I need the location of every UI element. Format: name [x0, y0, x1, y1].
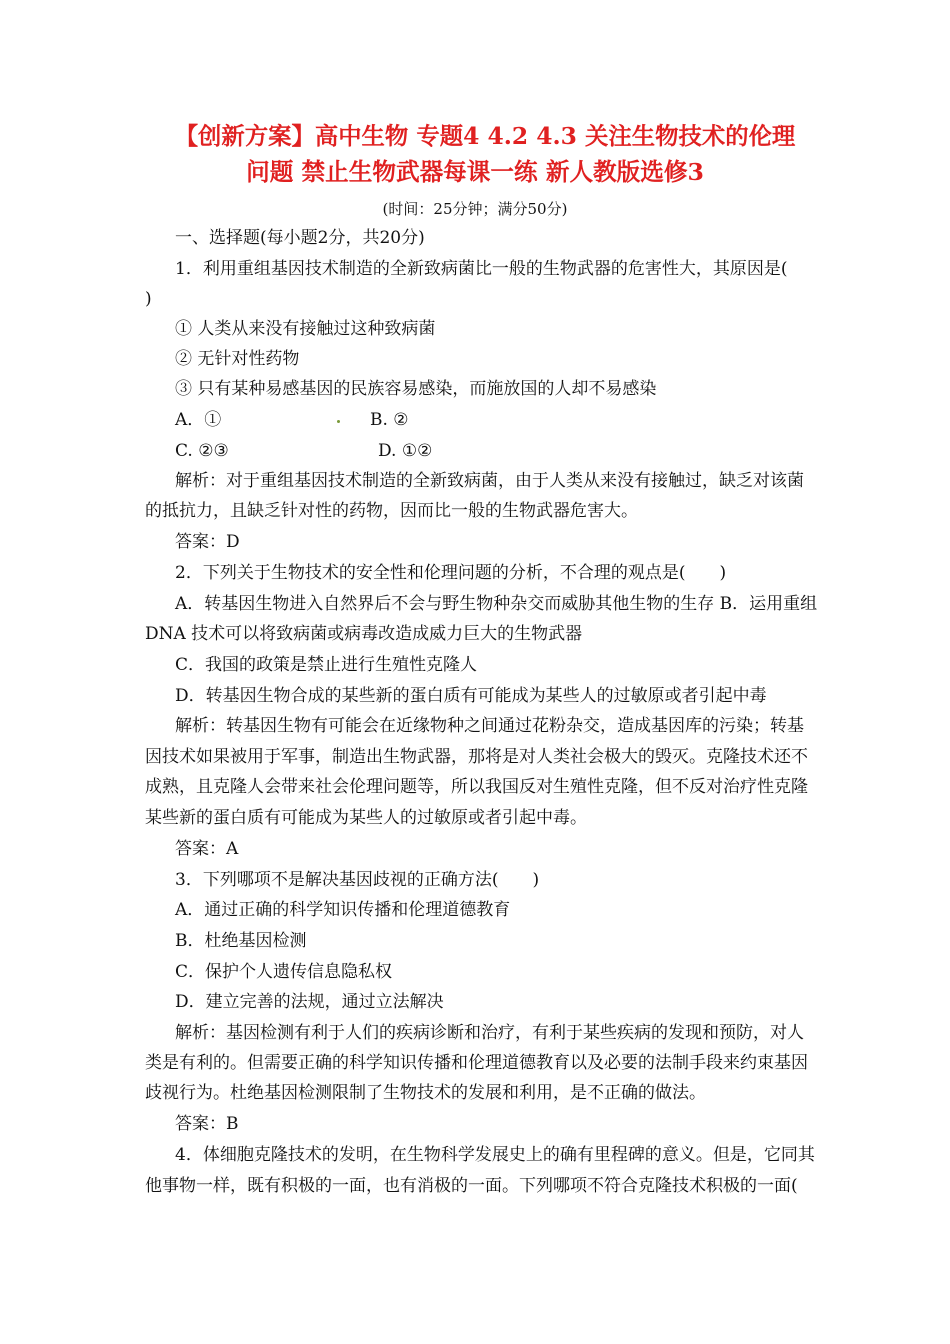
q2-analysis-line-3: 成熟，且克隆人会带来社会伦理问题等，所以我国反对生殖性克隆，但不反对治疗性克隆	[145, 777, 808, 797]
q2-option-a-line-2: DNA 技术可以将致病菌或病毒改造成威力巨大的生物武器	[145, 624, 583, 644]
q1-analysis-line-2: 的抵抗力，且缺乏针对性的药物，因而比一般的生物武器危害大。	[145, 501, 638, 521]
q1-option-c: C. ②③	[175, 441, 229, 461]
document-title-line-1: 【创新方案】高中生物 专题4 4.2 4.3 关注生物技术的伦理	[174, 122, 796, 150]
document-title-line-2: 问题 禁止生物武器每课一练 新人教版选修3	[246, 158, 704, 186]
q1-stem-line-2: )	[145, 289, 152, 309]
q2-stem: 2．下列关于生物技术的安全性和伦理问题的分析，不合理的观点是( )	[175, 563, 727, 583]
q3-option-a: A．通过正确的科学知识传播和伦理道德教育	[175, 900, 511, 920]
q3-answer: 答案：B	[175, 1114, 239, 1134]
q1-analysis-line-1: 解析：对于重组基因技术制造的全新致病菌，由于人类从来没有接触过，缺乏对该菌	[175, 471, 804, 491]
q2-analysis-line-2: 因技术如果被用于军事，制造出生物武器，那将是对人类社会极大的毁灭。克隆技术还不	[145, 747, 808, 767]
q4-stem-line-2: 他事物一样，既有积极的一面，也有消极的一面。下列哪项不符合克隆技术积极的一面(	[145, 1176, 798, 1196]
q2-option-d: D．转基因生物合成的某些新的蛋白质有可能成为某些人的过敏原或者引起中毒	[175, 686, 767, 706]
q4-stem-line-1: 4．体细胞克隆技术的发明，在生物科学发展史上的确有里程碑的意义。但是，它同其	[175, 1145, 815, 1165]
q2-answer: 答案：A	[175, 839, 239, 859]
q3-analysis-line-2: 类是有利的。但需要正确的科学知识传播和伦理道德教育以及必要的法制手段来约束基因	[145, 1053, 808, 1073]
q1-option-b: B. ②	[370, 410, 409, 430]
q1-answer: 答案：D	[175, 532, 240, 552]
q1-item-3: ③ 只有某种易感基因的民族容易感染，而施放国的人却不易感染	[175, 379, 657, 399]
q1-option-d: D. ①②	[378, 441, 433, 461]
q3-analysis-line-3: 歧视行为。杜绝基因检测限制了生物技术的发展和利用，是不正确的做法。	[145, 1083, 706, 1103]
q2-analysis-line-4: 某些新的蛋白质有可能成为某些人的过敏原或者引起中毒。	[145, 808, 587, 828]
q3-analysis-line-1: 解析：基因检测有利于人们的疾病诊断和治疗，有利于某些疾病的发现和预防，对人	[175, 1023, 804, 1043]
section-heading: 一、选择题(每小题2分，共20分)	[175, 228, 425, 248]
q1-item-2: ② 无针对性药物	[175, 349, 300, 369]
q3-option-c: C．保护个人遗传信息隐私权	[175, 962, 393, 982]
time-score-note: (时间：25分钟；满分50分)	[382, 200, 568, 218]
q1-item-1: ① 人类从来没有接触过这种致病菌	[175, 319, 436, 339]
q2-option-c: C．我国的政策是禁止进行生殖性克隆人	[175, 655, 478, 675]
q1-stem-line-1: 1．利用重组基因技术制造的全新致病菌比一般的生物武器的危害性大，其原因是(	[175, 259, 788, 279]
q2-option-a-line-1: A．转基因生物进入自然界后不会与野生物种杂交而威胁其他生物的生存 B．运用重组	[175, 594, 818, 614]
q3-stem: 3．下列哪项不是解决基因歧视的正确方法( )	[175, 870, 540, 890]
q3-option-b: B．杜绝基因检测	[175, 931, 307, 951]
stray-mark	[337, 420, 340, 423]
q1-option-a: A．①	[175, 410, 222, 430]
q3-option-d: D．建立完善的法规，通过立法解决	[175, 992, 444, 1012]
q2-analysis-line-1: 解析：转基因生物有可能会在近缘物种之间通过花粉杂交，造成基因库的污染；转基	[175, 716, 804, 736]
